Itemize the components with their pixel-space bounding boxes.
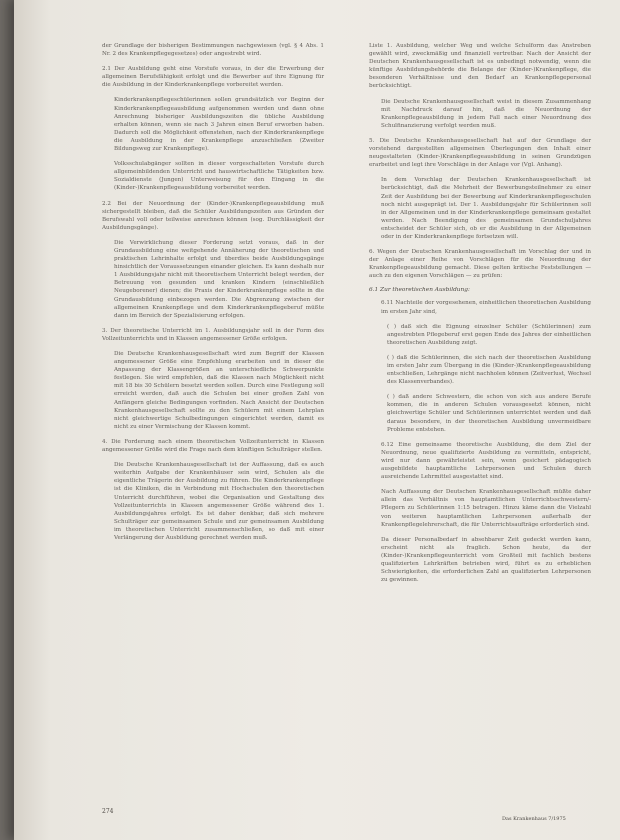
page-source: Das Krankenhaus 7/1975 [502,816,566,822]
section-heading: 6.1 Zur theoretischen Ausbildung: [369,287,470,294]
checkbox-option: ( ) daß sich die Eignung einzelner Schüler (Schülerinnen) zum angestrebten Pflegeberuf erst gegen Ende des Jahres der einheitlichen theoretischen Ausbildung zeigt. [387,323,591,346]
paragraph: Da dieser Personalbedarf in absehbarer Zeit gedeckt werden kann, erscheint nicht als fraglich. Schon heute, da der (Kinder-)Krankenpflegeunterricht vom Großteil mit fachlich bestens qualifizierten Lehrkräften betrieben wird, führt es zu erheblichen Schwierigkeiten, die erforderlichen Zahl an qualifizierten Lehrpersonen zu gewinnen. [381,536,591,584]
paragraph-2-1: 2.1 Der Ausbildung geht eine Vorstufe voraus, in der die Erwerbung der allgemeinen Berufsfähigkeit erfolgt und die Bewerber auf ihre Eignung für die Ausbildung in der Kinderkrankenpflege vorbereitet werden. [102,66,324,89]
paragraph: Kinderkrankenpflegeschülerinnen sollen grundsätzlich vor Beginn der Kinderkrankenpflegeausbildung aufgenommen werden und dann ohne Anrechnung bisheriger Ausbildungszeiten die übliche Ausbildung erhalten können, wenn sie nach 3 Jahren einen Beruf erworben haben. Dadurch soll die Möglichkeit offenstehen, nach der Kinderkrankenpflege die Ausbildung in der Krankenpflege anzuschließen (Zweiter Bildungsweg zur Krankenpflege). [114,97,324,153]
left-column [102,42,324,549]
paragraph: Die Deutsche Krankenhausgesellschaft weist in diesem Zusammenhang mit Nachdruck darauf hin, daß die Neuordnung der Krankenpflegeausbildung in jedem Fall nach einer Neuordnung des Schulfinanzierung verfolgt werden muß. [381,98,591,129]
checkbox-option: ( ) daß andere Schwestern, die schon von sich aus andere Berufe kommen, die in anderen Schulen vorausgesetzt können, nicht gleichwertige Schüler und Schülerinnen unterrichtet werden und daß daraus besondere, in der theoretischen Ausbildung unvermeidbare Probleme entstehen. [387,394,591,433]
paragraph: Die Deutsche Krankenhausgesellschaft ist der Auffassung, daß es auch weiterhin Aufgabe der Krankenhäuser sein wird, Schulen als die eigentliche Trägerin der Ausbildung zu führen. Die Kinderkrankenpflege ist die Kliniken, die in Verbindung mit Hochschulen den theoretischen Unterricht durchführen, wobei die Organisation und Gestaltung des Vollzeitunterrichts in Klassen angemessener Größe während des 1. Ausbildungsjahres erfolgt. Es ist daher denkbar, daß sich mehrere Schulträger zur gemeinsamen Schule und zur gemeinsamen Ausbildung im theoretischen Unterricht zusammenschließen, so daß mit einer Verlängerung der Ausbildung gerechnet werden muß. [114,462,324,541]
paragraph: der Grundlage der bisherigen Bestimmungen nachgewiesen (vgl. § 4 Abs. 1 Nr. 2 des Krankenpflegegesetzes) oder angestrebt wird. [102,43,324,58]
paragraph-2-2: 2.2 Bei der Neuordnung der (Kinder-)Krankenpflegeausbildung muß sichergestellt bleiben, daß die Schüler Ausbildungszeiten aus Gründen der Berufswahl voll oder teilweise anrechnen können (sog. Durchlässigkeit der Ausbildungsgänge). [102,200,324,231]
paragraph-5: 5. Die Deutsche Krankenhausgesellschaft hat auf der Grundlage der vorstehend dargestellten allgemeinen Überlegungen den Inhalt einer neugestalteten (Kinder-)Krankenpflegeausbildung in seinen Grundzügen erarbeitet und legt ihre Vorschläge in der Anlage vor (Vgl. Anhang). [369,137,591,169]
paragraph: In dem Vorschlag der Deutschen Krankenhausgesellschaft ist berücksichtigt, daß die Mehrheit der Bewerbungsteilnehmer zu einer Zeit der Ausbildung bei der Bewerbung auf Kinderkrankenpflegeschulen noch nicht ausgeprägt ist. Der 1. Ausbildungsjahr für Schülerinnen soll in der Allgemeinen und in der Kinderkrankenpflege gemeinsam gestaltet werden. Nach Beendigung des gemeinsamen Grundschuljahres entscheidet der Schüler sich, ob er die Ausbildung in der Allgemeinen oder in der Kinderkrankenpflege fortsetzen will. [381,177,591,240]
paragraph-6-11: 6.11 Nachteile der vorgesehenen, einheitlichen theoretischen Ausbildung im ersten Jahr sind, [381,300,591,315]
paragraph-6-12: 6.12 Eine gemeinsame theoretische Ausbildung, die dem Ziel der Neuordnung, neue qualifizierte Ausbildung zu vermitteln, entspricht, wird nur dann gewährleistet sein, wenn gesichert pädagogisch ausgebildete hauptamtliche Lehrpersonen und Schulen durch ausreichende Lehrmittel ausgestattet sind. [381,441,591,481]
paragraph: Nach Auffassung der Deutschen Krankenhausgesellschaft müßte daher allein das Verhältnis von hauptamtlichen Unterrichtsschwestern/-Pflegern zu Schülerinnen 1:15 betragen. Hinzu käme dann die Vielzahl von weiteren hauptamtlichen Lehrpersonen außerhalb der Krankenpflegelehrerschaft, die für Unterrichtsaufträge erforderlich sind. [381,489,591,528]
paragraph-3: 3. Der theoretische Unterricht im 1. Ausbildungsjahr soll in der Form des Vollzeitunterrichts und in Klassen angemessener Größe erfolgen. [102,327,324,342]
paragraph: Die Verwirklichung dieser Forderung setzt voraus, daß in der Grundausbildung eine weitgehende Annäherung der theoretischen und praktischen Lehrinhalte erfolgt und überdies beide Ausbildungsgänge hinsichtlich der Voraussetzungen einander gleichen. Es kann deshalb nur 1 Ausbildungsjahr nicht mit theoretischem Unterricht belegt werden, der Betreuung von gesunden und kranken Kindern (einschließlich Neugeborener) dienen; die Praxis der Kinderkrankenpflege sollte in die Grundausbildung einbezogen werden. Die Abgrenzung zwischen der allgemeinen Krankenpflege und dem Kinderkrankenpflegeberuf müßte dann im Bereich der Spezialisierung erfolgen. [114,239,324,319]
paragraph: Liste 1. Ausbildung, welcher Weg und welche Schulform das Anstreben gewählt wird, zweckmäßig und finanziell vertretbar. Nach der Ansicht der Deutschen Krankenhausgesellschaft ist es unbedingt notwendig, wenn die künftige Ausbildungsbehörde die Belange der (Kinder-)Krankenpflege, die besonderen Verhältnisse und den Bedarf an Krankenpflegepersonal berücksichtigt. [369,43,591,90]
page-number: 274 [102,808,114,815]
paragraph: Die Deutsche Krankenhausgesellschaft wird zum Begriff der Klassen angemessener Größe eine Empfehlung erarbeiten und in dieser die Anpassung der Klassengrößen an unterschiedliche Schwerpunkte festlegen. Sie wird empfehlen, daß die Klassen nach Möglichkeit nicht mit 18 bis 30 Schülern besetzt werden sollen. Durch eine Festlegung soll erreicht werden, daß auch die Schulen bei einer großen Zahl von Anfängern gleiche Bedingungen vorfinden. Nach Ansicht der Deutschen Krankenhausgesellschaft sollte zu den Schülern mit einem Lehrplan nicht gleichwertige Schulbedingungen eingerichtet werden, damit es nicht zu einer Vermischung der Klassen kommt. [114,351,324,430]
right-column [369,42,591,591]
paragraph-4: 4. Die Forderung nach einem theoretischen Vollzeitunterricht in Klassen angemessener Größe wird die Frage nach dem künftigen Schulträger stellen. [102,438,324,454]
paragraph: Volksschulabgänger sollten in dieser vorgeschalteten Vorstufe durch allgemeinbildenden Unterricht und hauswirtschaftliche Tätigkeiten bzw. Sozialdienste (Jungen) Unterweisung für den Eingang in die (Kinder-)Krankenpflegeausbildung vorbereitet werden. [114,161,324,192]
paragraph-6: 6. Wegen der Deutschen Krankenhausgesellschaft im Vorschlag der und in der Anlage einer Reihe von Vorschlägen für die Neuordnung der Krankenpflegeausbildung gemacht. Diese gelten kritische Feststellungen — auch zu den eigenen Vorschlägen — zu prüfen: [369,249,591,280]
document-page [14,0,620,840]
checkbox-option: ( ) daß die Schülerinnen, die sich nach der theoretischen Ausbildung im ersten Jahr zum Übergang in die (Kinder-)Krankenpflegeausbildung entschließen, Lehrgänge nicht nachholen können (Zeitverlust, Wechsel des Klassenverbandes). [387,354,591,386]
